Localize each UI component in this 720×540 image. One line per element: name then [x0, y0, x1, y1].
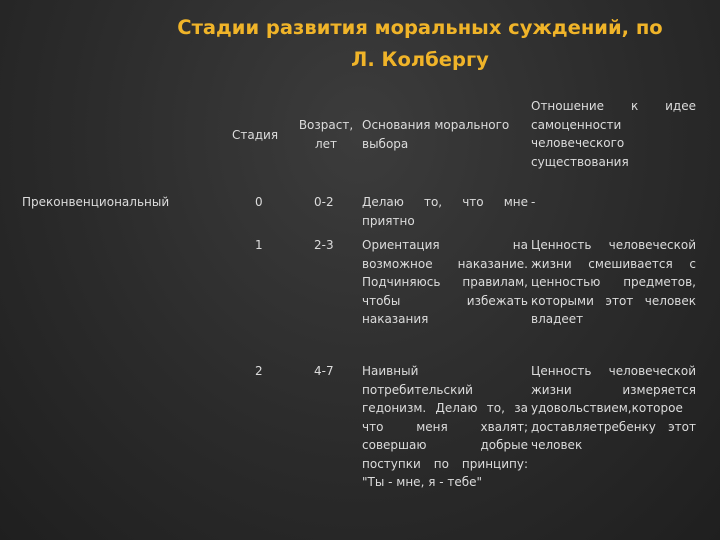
header-age — [295, 116, 357, 153]
row-0-basis-line-2: приятно — [362, 213, 415, 228]
row-1-attitude-line-1: Ценность человеческой — [531, 238, 696, 252]
header-attitude-line-4: существования — [531, 154, 629, 169]
row-2-basis — [362, 362, 528, 492]
header-attitude-line-3: человеческого — [531, 136, 625, 150]
row-1-attitude-line-2: жизни смешивается с — [531, 256, 696, 271]
header-age-line-1: Возраст, — [298, 118, 354, 132]
row-2-basis-line-3: гедонизм. Делаю то, за — [362, 401, 528, 415]
row-2-attitude-line-1: Ценность человеческой — [531, 364, 696, 378]
row-2-age: 4-7 — [314, 364, 334, 378]
row-1-stage: 1 — [255, 238, 263, 252]
title-line-1: Стадии развития моральных суждений, по — [177, 16, 663, 39]
slide-title — [150, 12, 690, 76]
header-basis-line-2: выбора — [362, 136, 409, 151]
row-2-stage: 2 — [255, 364, 263, 378]
row-1-attitude-line-5: владеет — [531, 312, 584, 326]
row-2-attitude — [531, 362, 696, 455]
header-attitude-line-1: Отношение к идее — [531, 99, 696, 113]
row-2-attitude-line-2: жизни измеряется — [531, 382, 696, 397]
row-0-age: 0-2 — [314, 195, 334, 209]
row-2-basis-line-6: поступки по принципу: — [362, 456, 528, 471]
row-1-basis-line-2: возможное наказание. — [362, 256, 528, 271]
row-1-age: 2-3 — [314, 238, 334, 252]
row-0-basis-line-1: Делаю то, что мне — [362, 195, 528, 209]
row-0-attitude: - — [531, 195, 536, 209]
header-basis — [362, 116, 528, 153]
header-attitude-line-2: самоценности — [531, 117, 622, 132]
row-2-basis-line-4: что меня хвалят; — [362, 419, 528, 434]
row-1-attitude-line-4: которыми этот человек — [531, 293, 696, 308]
header-attitude — [531, 97, 696, 171]
row-2-attitude-line-4: доставляетребенку этот — [531, 419, 696, 434]
row-1-basis-line-5: наказания — [362, 312, 429, 326]
row-0-basis — [362, 193, 528, 230]
row-2-basis-line-2: потребительский — [362, 382, 473, 397]
row-2-attitude-line-5: человек — [531, 438, 583, 452]
row-2-basis-line-1: Наивный — [362, 364, 419, 378]
title-line-2: Л. Колбергу — [351, 48, 489, 71]
header-age-line-2: лет — [314, 136, 338, 151]
header-basis-line-1: Основания морального — [362, 118, 510, 132]
row-1-basis — [362, 236, 528, 329]
row-1-basis-line-1: Ориентация на — [362, 238, 528, 252]
row-2-basis-line-7: "Ты - мне, я - тебе" — [362, 475, 483, 489]
row-2-attitude-line-3: удовольствием,которое — [531, 401, 683, 415]
row-2-basis-line-5: совершаю добрые — [362, 438, 528, 452]
row-1-basis-line-4: чтобы избежать — [362, 293, 528, 308]
row-1-basis-line-3: Подчиняюсь правилам, — [362, 275, 528, 289]
row-0-stage: 0 — [255, 195, 263, 209]
header-stage: Стадия — [232, 128, 279, 142]
row-1-attitude — [531, 236, 696, 329]
level-label: Преконвенциональный — [22, 195, 170, 209]
row-1-attitude-line-3: ценностью предметов, — [531, 275, 696, 289]
